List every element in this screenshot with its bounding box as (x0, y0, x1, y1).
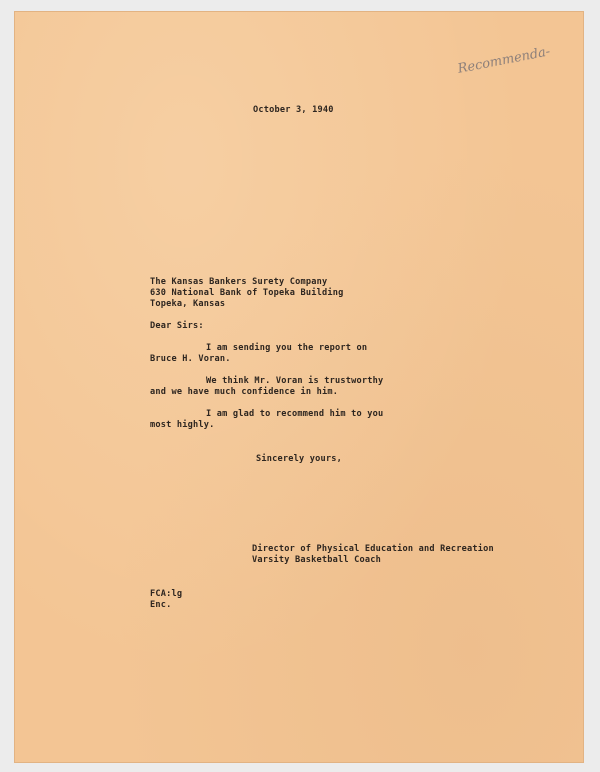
recipient-line-2: 630 National Bank of Topeka Building (150, 288, 344, 298)
body-paragraph-2-line-1: We think Mr. Voran is trustworthy (206, 376, 384, 386)
signature-title-line-2: Varsity Basketball Coach (252, 555, 381, 565)
letter-date: October 3, 1940 (253, 105, 334, 115)
body-paragraph-1-line-2: Bruce H. Voran. (150, 354, 231, 364)
body-paragraph-3-line-1: I am glad to recommend him to you (206, 409, 384, 419)
signature-title-line-1: Director of Physical Education and Recreation (252, 544, 494, 554)
body-paragraph-2-line-2: and we have much confidence in him. (150, 387, 339, 397)
reference-initials: FCA:lg (150, 589, 183, 599)
salutation: Dear Sirs: (150, 321, 204, 331)
handwritten-note: Recommenda- (456, 44, 552, 77)
enclosure-notation: Enc. (150, 600, 172, 610)
closing: Sincerely yours, (256, 454, 342, 464)
recipient-line-1: The Kansas Bankers Surety Company (150, 277, 328, 287)
recipient-line-3: Topeka, Kansas (150, 299, 226, 309)
body-paragraph-1-line-1: I am sending you the report on (206, 343, 368, 353)
body-paragraph-3-line-2: most highly. (150, 420, 215, 430)
